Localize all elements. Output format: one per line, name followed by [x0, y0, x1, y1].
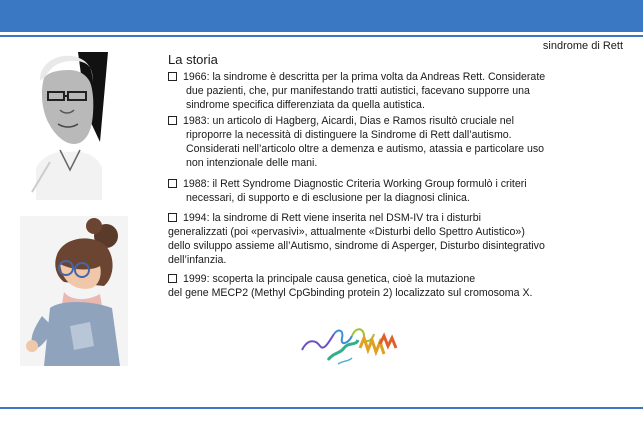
bullet-line: dell’infanzia.	[168, 254, 227, 266]
bullet-line: sindrome specifica differenziata da quella autistica.	[186, 99, 425, 111]
bullet-line: non intenzionale delle mani.	[186, 157, 318, 169]
bullet-lead: 1988: il Rett Syndrome Diagnostic Criteria Working Group formulò i criteri	[183, 178, 527, 190]
bullet-lead: 1983: un articolo di Hagberg, Aicardi, Dias e Ramos risultò cruciale nel	[183, 115, 514, 127]
checkbox-bullet-icon	[168, 213, 177, 222]
bullet-line: generalizzati (poi «pervasivi», attualmente «Disturbi dello Spettro Autistico»)	[168, 226, 525, 238]
bullet-1983	[168, 114, 598, 170]
bullet-line: del gene MECP2 (Methyl CpGbinding protein 2) localizzato sul cromosoma X.	[168, 287, 533, 299]
bottom-divider	[0, 407, 643, 409]
checkbox-bullet-icon	[168, 179, 177, 188]
bullet-line: riproporre la necessità di distinguere la Sindrome di Rett dall’autismo.	[186, 129, 512, 141]
bullet-line: dello sviluppo assieme all’Autismo, sindrome di Asperger, Disturbo disintegrativo	[168, 240, 545, 252]
bullet-line: due pazienti, che, pur manifestando tratti autistici, facevano supporre una	[186, 85, 530, 97]
bullet-lead: 1994: la sindrome di Rett viene inserita nel DSM-IV tra i disturbi	[183, 212, 481, 224]
portrait-photo	[30, 52, 108, 200]
bullet-1999	[168, 272, 598, 300]
slide-subtitle: sindrome di Rett	[542, 40, 623, 52]
bullet-lead: 1966: la sindrome è descritta per la prima volta da Andreas Rett. Considerate	[183, 71, 546, 83]
bullet-1988	[168, 177, 598, 205]
checkbox-bullet-icon	[168, 274, 177, 283]
top-banner	[0, 0, 643, 32]
top-divider	[0, 35, 643, 37]
bullet-line: necessari, di supporto e di esclusione per la diagnosi clinica.	[186, 192, 470, 204]
protein-structure	[298, 320, 398, 368]
bullet-line: Considerati nell’articolo oltre a demenza e autismo, atassia e particolare uso	[186, 143, 545, 155]
bullet-1966	[168, 70, 598, 112]
section-title: La storia	[168, 52, 218, 67]
checkbox-bullet-icon	[168, 72, 177, 81]
bullet-1994	[168, 211, 598, 267]
bullet-lead: 1999: scoperta la principale causa genetica, cioè la mutazione	[183, 273, 476, 285]
child-photo	[20, 216, 128, 366]
checkbox-bullet-icon	[168, 116, 177, 125]
